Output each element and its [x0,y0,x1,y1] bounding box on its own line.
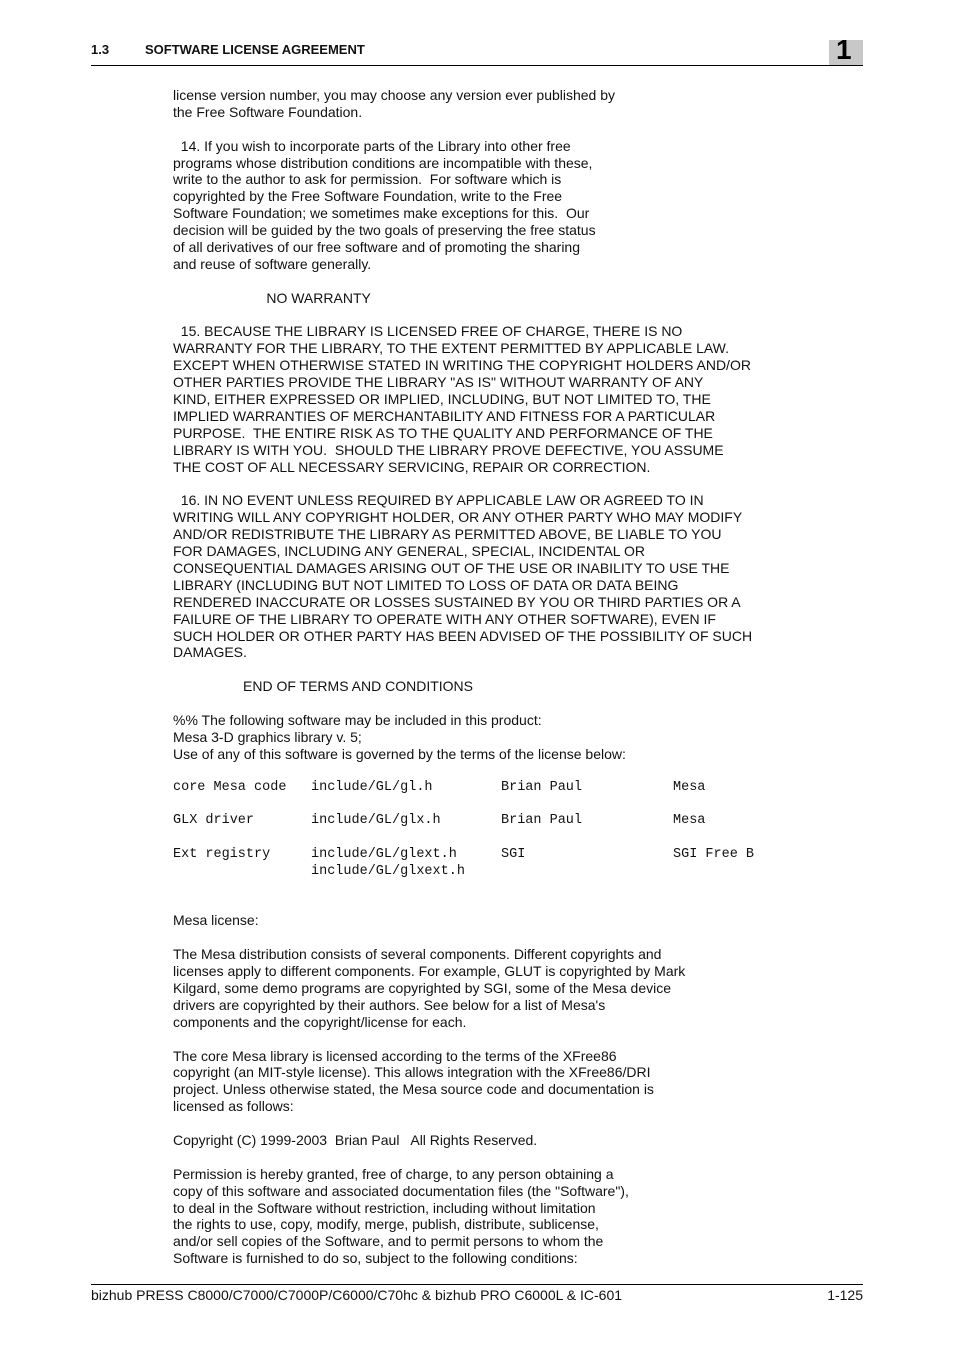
header-rule [91,65,863,66]
table-cell-file: include/GL/gl.h [311,779,433,795]
text-line: LIBRARY (INCLUDING BUT NOT LIMITED TO LOSS OF DATA OR DATA BEING [173,576,679,593]
text-line: WARRANTY FOR THE LIBRARY, TO THE EXTENT PERMITTED BY APPLICABLE LAW. [173,340,730,357]
license-text-block-2 [173,896,823,1268]
text-line: of all derivatives of our free software and of promoting the sharing [173,239,580,256]
text-line: FOR DAMAGES, INCLUDING ANY GENERAL, SPECIAL, INCIDENTAL OR [173,543,645,560]
text-line: KIND, EITHER EXPRESSED OR IMPLIED, INCLUDING, BUT NOT LIMITED TO, THE [173,391,711,408]
text-line [173,273,823,290]
text-line: NO WARRANTY [173,289,371,306]
text-line [173,475,823,492]
text-line: EXCEPT WHEN OTHERWISE STATED IN WRITING THE COPYRIGHT HOLDERS AND/OR [173,357,751,374]
text-line: 15. BECAUSE THE LIBRARY IS LICENSED FREE OF CHARGE, THERE IS NO [173,323,683,340]
text-line: and/or sell copies of the Software, and to permit persons to whom the [173,1233,604,1250]
text-line [173,1115,823,1132]
table-cell-author: Brian Paul [501,813,583,829]
text-line: 16. IN NO EVENT UNLESS REQUIRED BY APPLICABLE LAW OR AGREED TO IN [173,492,704,509]
text-line: END OF TERMS AND CONDITIONS [173,678,473,695]
license-text-block-1 [173,87,823,780]
table-cell-file: include/GL/glx.h [311,813,441,829]
text-line: THE COST OF ALL NECESSARY SERVICING, REPAIR OR CORRECTION. [173,458,651,475]
text-line: licensed as follows: [173,1098,294,1115]
table-cell-author: SGI [501,847,526,863]
section-title: SOFTWARE LICENSE AGREEMENT [145,42,365,57]
table-cell-license: Mesa [673,813,706,829]
text-line [173,661,823,678]
text-line: 14. If you wish to incorporate parts of the Library into other free [173,137,571,154]
text-line: IMPLIED WARRANTIES OF MERCHANTABILITY AND FITNESS FOR A PARTICULAR [173,407,716,424]
text-line [173,121,823,138]
text-line: project. Unless otherwise stated, the Mesa source code and documentation is [173,1081,654,1098]
text-line: LIBRARY IS WITH YOU. SHOULD THE LIBRARY PROVE DEFECTIVE, YOU ASSUME [173,441,724,458]
text-line [173,1031,823,1048]
text-line: AND/OR REDISTRIBUTE THE LIBRARY AS PERMITTED ABOVE, BE LIABLE TO YOU [173,526,722,543]
text-line: Permission is hereby granted, free of charge, to any person obtaining a [173,1165,614,1182]
table-cell-component: Ext registry [173,847,271,863]
text-line: copyright (an MIT-style license). This allows integration with the XFree86/DRI [173,1064,651,1081]
text-line: FAILURE OF THE LIBRARY TO OPERATE WITH ANY OTHER SOFTWARE), EVEN IF [173,610,716,627]
text-line [173,896,823,913]
text-line: SUCH HOLDER OR OTHER PARTY HAS BEEN ADVISED OF THE POSSIBILITY OF SUCH [173,627,753,644]
text-line: Kilgard, some demo programs are copyrighted by SGI, some of the Mesa device [173,979,672,996]
text-line [173,763,823,780]
text-line: The core Mesa library is licensed according to the terms of the XFree86 [173,1047,617,1064]
text-line: the Free Software Foundation. [173,103,363,120]
text-line: drivers are copyrighted by their authors. See below for a list of Mesa's [173,996,606,1013]
text-line: The Mesa distribution consists of several components. Different copyrights and [173,946,662,963]
text-line: Mesa license: [173,912,259,929]
table-cell-file: include/GL/glext.h [311,847,457,863]
chapter-number: 1 [836,34,852,65]
component-table [173,780,823,896]
text-line [173,695,823,712]
footer-rule [91,1284,863,1285]
text-line: Software Foundation; we sometimes make exceptions for this. Our [173,205,590,222]
text-line: licenses apply to different components. For example, GLUT is copyrighted by Mark [173,963,686,980]
text-line: and reuse of software generally. [173,255,372,272]
text-line: Use of any of this software is governed by the terms of the license below: [173,745,626,762]
text-line: decision will be guided by the two goals of preserving the free status [173,222,596,239]
text-line: the rights to use, copy, modify, merge, publish, distribute, sublicense, [173,1216,599,1233]
license-text [173,87,823,1267]
text-line: copy of this software and associated documentation files (the "Software"), [173,1182,629,1199]
text-line: %% The following software may be included in this product: [173,711,542,728]
text-line: to deal in the Software without restriction, including without limitation [173,1199,596,1216]
text-line: WRITING WILL ANY COPYRIGHT HOLDER, OR ANY OTHER PARTY WHO MAY MODIFY [173,509,743,526]
footer-product: bizhub PRESS C8000/C7000/C7000P/C6000/C70hc & bizhub PRO C6000L & IC-601 [91,1287,623,1303]
text-line: DAMAGES. [173,644,247,661]
table-cell-component: core Mesa code [173,779,287,795]
text-line [173,307,823,324]
text-line: programs whose distribution conditions are incompatible with these, [173,154,593,171]
text-line [173,1149,823,1166]
table-cell-author: Brian Paul [501,779,583,795]
text-line: write to the author to ask for permission. For software which is [173,171,562,188]
text-line: Software is furnished to do so, subject to the following conditions: [173,1250,578,1267]
section-number: 1.3 [91,42,110,57]
text-line: RENDERED INACCURATE OR LOSSES SUSTAINED BY YOU OR THIRD PARTIES OR A [173,593,741,610]
text-line: CONSEQUENTIAL DAMAGES ARISING OUT OF THE USE OR INABILITY TO USE THE [173,559,730,576]
table-cell-file: include/GL/glxext.h [311,864,465,880]
text-line: Mesa 3-D graphics library v. 5; [173,728,362,745]
text-line: copyrighted by the Free Software Foundation, write to the Free [173,188,563,205]
text-line [173,929,823,946]
text-line: Copyright (C) 1999-2003 Brian Paul All Rights Reserved. [173,1131,538,1148]
text-line: license version number, you may choose any version ever published by [173,87,616,103]
table-cell-license: Mesa [673,779,706,795]
text-line: components and the copyright/license for each. [173,1013,467,1030]
text-line: OTHER PARTIES PROVIDE THE LIBRARY "AS IS" WITHOUT WARRANTY OF ANY [173,374,704,391]
table-cell-component: GLX driver [173,813,255,829]
table-cell-license: SGI Free B [673,847,755,863]
footer-page-number: 1-125 [827,1287,863,1303]
text-line: PURPOSE. THE ENTIRE RISK AS TO THE QUALITY AND PERFORMANCE OF THE [173,424,713,441]
